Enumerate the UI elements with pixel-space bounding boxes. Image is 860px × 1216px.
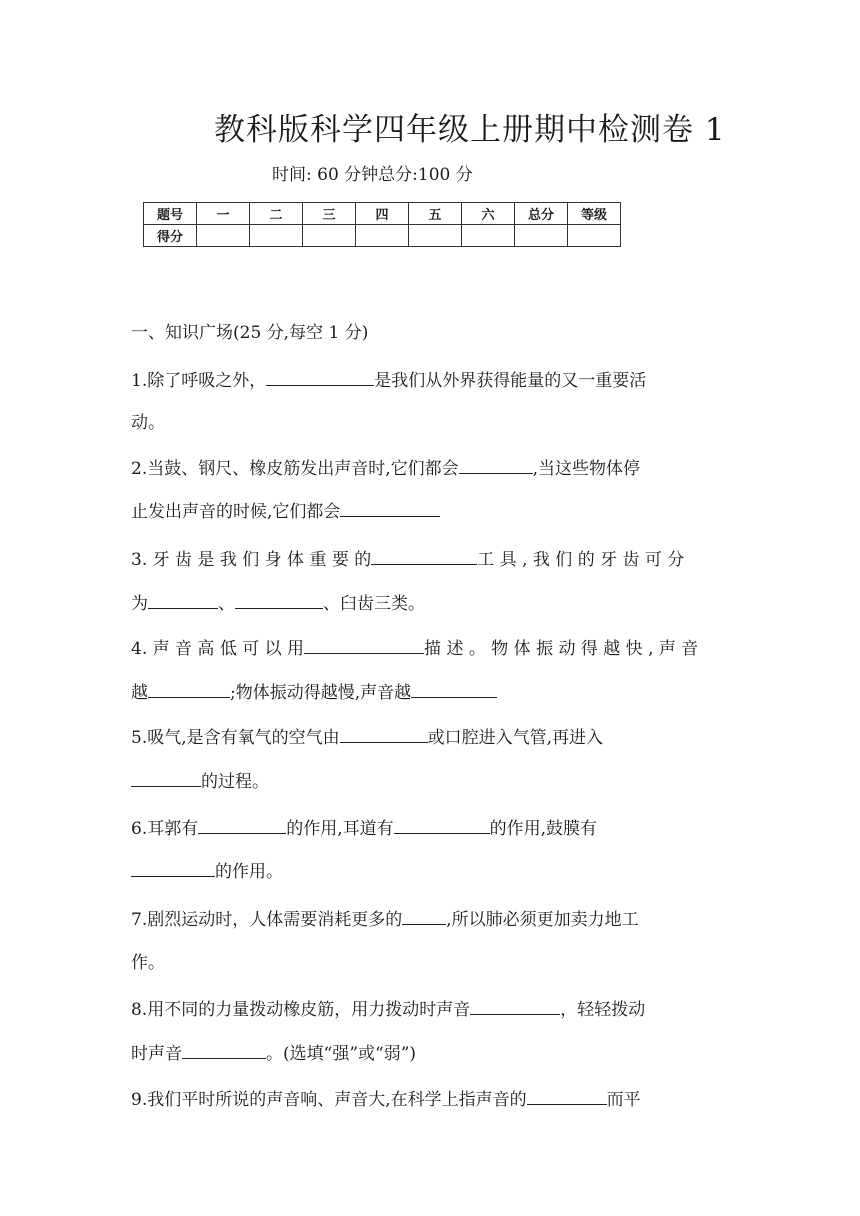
question-7-line-1 xyxy=(131,905,731,930)
score-cell xyxy=(197,225,250,247)
answer-blank xyxy=(131,768,201,787)
header-cell: 五 xyxy=(409,203,462,225)
question-text: 止发出声音的时候,它们都会 xyxy=(131,502,341,522)
answer-blank xyxy=(340,498,440,517)
question-text: 动。 xyxy=(131,413,165,433)
question-text: 时声音 xyxy=(131,1044,182,1064)
question-3-line-1 xyxy=(131,545,731,570)
answer-blank xyxy=(131,858,215,877)
question-text: 8.用不同的力量拨动橡皮筋，用力拨动时声音 xyxy=(131,1000,471,1020)
question-text: 6.耳郭有 xyxy=(131,819,199,839)
question-text: 1.除了呼吸之外， xyxy=(131,371,267,391)
question-text: 而平 xyxy=(606,1090,641,1110)
exam-time-score: 时间: 60 分钟总分:100 分 xyxy=(272,165,473,185)
answer-blank xyxy=(266,367,374,386)
score-cell xyxy=(409,225,462,247)
question-6-line-1 xyxy=(131,814,731,839)
question-text: 的作用。 xyxy=(215,862,283,882)
question-8-line-2 xyxy=(131,1039,731,1064)
question-3-line-2 xyxy=(131,589,731,614)
question-text: 。(选填“强”或“弱”) xyxy=(266,1044,417,1064)
row-label-cell: 得分 xyxy=(144,225,197,247)
question-5-line-1 xyxy=(131,723,731,748)
header-cell: 题号 xyxy=(144,203,197,225)
question-text: 、 xyxy=(218,594,235,614)
question-text: 9.我们平时所说的声音响、声音大,在科学上指声音的 xyxy=(131,1090,527,1110)
score-table xyxy=(143,202,621,247)
answer-blank xyxy=(304,635,424,654)
question-text: 3. 牙 齿 是 我 们 身 体 重 要 的 xyxy=(131,550,372,570)
question-8-line-1 xyxy=(131,995,731,1020)
question-text: 、臼齿三类。 xyxy=(323,594,425,614)
header-cell: 二 xyxy=(250,203,303,225)
header-cell: 总分 xyxy=(515,203,568,225)
question-text: 为 xyxy=(131,594,148,614)
score-cell xyxy=(568,225,621,247)
question-text: 越 xyxy=(131,683,148,703)
score-table-header-row xyxy=(144,203,621,225)
question-text: ,所以肺必须更加卖力地工 xyxy=(446,910,639,930)
answer-blank xyxy=(148,679,230,698)
question-2-line-1 xyxy=(131,454,731,479)
question-1-line-2 xyxy=(131,408,731,433)
section-heading: 一、知识广场(25 分,每空 1 分) xyxy=(131,323,369,343)
question-text: 是我们从外界获得能量的又一重要活 xyxy=(374,371,647,391)
score-cell xyxy=(303,225,356,247)
question-text: ，轻轻拨动 xyxy=(560,1000,646,1020)
question-text: 的作用,耳道有 xyxy=(286,819,394,839)
question-text: 2.当鼓、钢尺、橡皮筋发出声音时,它们都会 xyxy=(131,459,459,479)
question-text: 描 述 。 物 体 振 动 得 越 快 , 声 音 xyxy=(424,639,699,659)
question-text: 工 具 , 我 们 的 牙 齿 可 分 xyxy=(477,550,685,570)
answer-blank xyxy=(402,906,446,925)
question-text: 7.剧烈运动时，人体需要消耗更多的 xyxy=(131,910,403,930)
question-6-line-2 xyxy=(131,857,731,882)
header-cell: 三 xyxy=(303,203,356,225)
header-cell: 一 xyxy=(197,203,250,225)
question-5-line-2 xyxy=(131,767,731,792)
question-text: 或口腔进入气管,再进入 xyxy=(427,728,604,748)
page-title: 教科版科学四年级上册期中检测卷 1 xyxy=(214,112,726,148)
question-7-line-2 xyxy=(131,948,731,973)
header-cell: 四 xyxy=(356,203,409,225)
question-1-line-1 xyxy=(131,366,731,391)
answer-blank xyxy=(394,815,490,834)
score-cell xyxy=(356,225,409,247)
score-table-score-row xyxy=(144,225,621,247)
question-4-line-1 xyxy=(131,634,731,659)
answer-blank xyxy=(470,996,560,1015)
score-cell xyxy=(250,225,303,247)
answer-blank xyxy=(459,455,533,474)
score-cell xyxy=(515,225,568,247)
answer-blank xyxy=(371,546,477,565)
question-text: 的过程。 xyxy=(201,772,269,792)
question-text: ,当这些物体停 xyxy=(532,459,641,479)
question-text: 5.吸气,是含有氧气的空气由 xyxy=(131,728,340,748)
question-text: ;物体振动得越慢,声音越 xyxy=(230,683,412,703)
question-4-line-2 xyxy=(131,678,731,703)
answer-blank xyxy=(148,590,218,609)
answer-blank xyxy=(340,724,428,743)
header-cell: 等级 xyxy=(568,203,621,225)
answer-blank xyxy=(411,679,497,698)
header-cell: 六 xyxy=(462,203,515,225)
question-text: 作。 xyxy=(131,953,165,973)
answer-blank xyxy=(182,1040,266,1059)
answer-blank xyxy=(527,1086,607,1105)
question-text: 的作用,鼓膜有 xyxy=(489,819,598,839)
question-text: 4. 声 音 高 低 可 以 用 xyxy=(131,639,305,659)
question-9-line-1 xyxy=(131,1085,731,1110)
answer-blank xyxy=(235,590,323,609)
score-cell xyxy=(462,225,515,247)
answer-blank xyxy=(198,815,286,834)
question-2-line-2 xyxy=(131,497,731,522)
